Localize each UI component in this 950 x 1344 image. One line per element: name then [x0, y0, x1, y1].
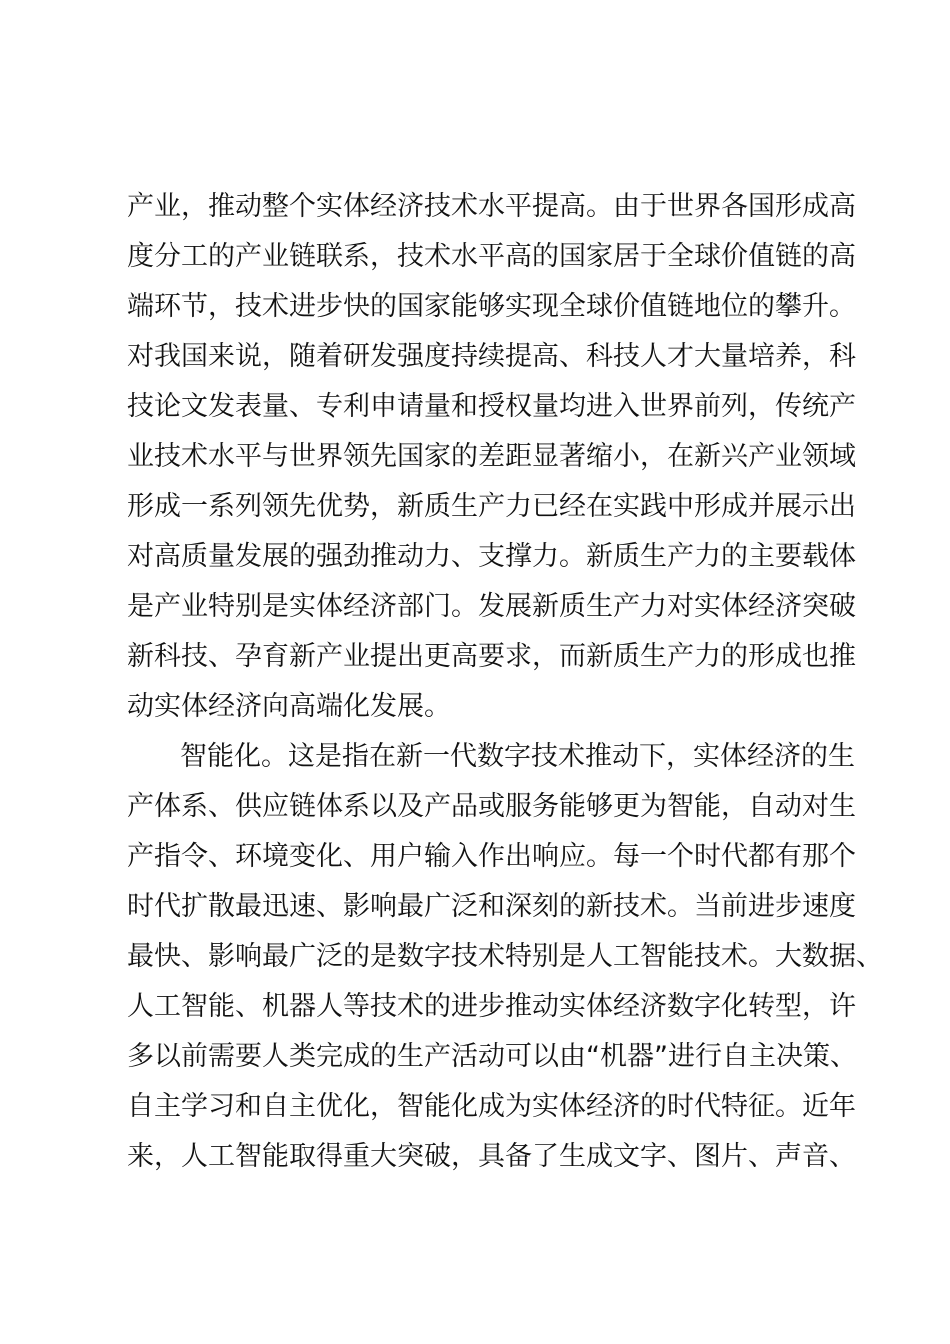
text-line: 度分工的产业链联系，技术水平高的国家居于全球价值链的高: [127, 241, 856, 272]
text-line: 对我国来说，随着研发强度持续提高、科技人才大量培养，科: [127, 341, 856, 372]
text-line: 新科技、孕育新产业提出更高要求，而新质生产力的形成也推: [127, 641, 856, 672]
text-line: 端环节，技术进步快的国家能够实现全球价值链地位的攀升。: [127, 291, 856, 322]
text-line: 业技术水平与世界领先国家的差距显著缩小，在新兴产业领域: [127, 441, 856, 472]
text-line: 自主学习和自主优化，智能化成为实体经济的时代特征。近年: [127, 1091, 856, 1122]
paragraph-1: [127, 182, 856, 732]
text-line: 技论文发表量、专利申请量和授权量均进入世界前列，传统产: [127, 391, 856, 422]
text-line: 时代扩散最迅速、影响最广泛和深刻的新技术。当前进步速度: [127, 891, 856, 922]
document-body: [127, 182, 883, 1182]
text-line: 最快、影响最广泛的是数字技术特别是人工智能技术。大数据、: [127, 941, 883, 972]
text-line: 产业，推动整个实体经济技术水平提高。由于世界各国形成高: [127, 191, 856, 222]
text-line: 智能化。这是指在新一代数字技术推动下，实体经济的生: [180, 741, 855, 772]
text-line: 动实体经济向高端化发展。: [127, 691, 451, 722]
text-line: 产指令、环境变化、用户输入作出响应。每一个时代都有那个: [127, 841, 856, 872]
text-line: 形成一系列领先优势，新质生产力已经在实践中形成并展示出: [127, 491, 856, 522]
text-line: 多以前需要人类完成的生产活动可以由“机器”进行自主决策、: [127, 1041, 857, 1072]
text-line: 产体系、供应链体系以及产品或服务能够更为智能，自动对生: [127, 791, 856, 822]
text-line: 对高质量发展的强劲推动力、支撑力。新质生产力的主要载体: [127, 541, 856, 572]
text-line: 来，人工智能取得重大突破，具备了生成文字、图片、声音、: [127, 1141, 856, 1172]
text-line: 人工智能、机器人等技术的进步推动实体经济数字化转型，许: [127, 991, 856, 1022]
paragraph-2: [127, 732, 883, 1182]
text-line: 是产业特别是实体经济部门。发展新质生产力对实体经济突破: [127, 591, 856, 622]
